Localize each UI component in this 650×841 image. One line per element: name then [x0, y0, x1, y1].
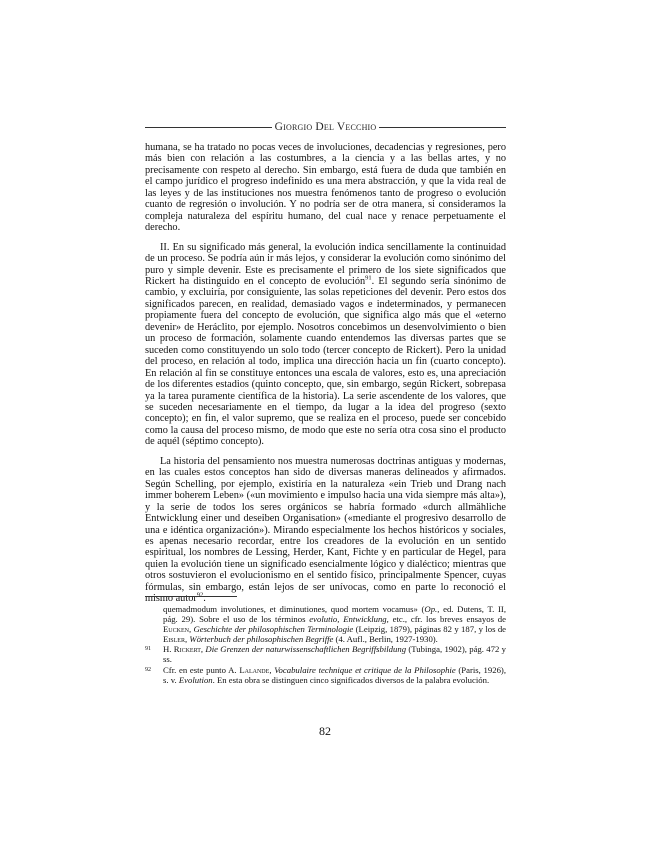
header-rule-right — [379, 127, 506, 128]
paragraph-2-text-after: . El segundo sería sinónimo de cambio, y excluiría, por consiguiente, las solas repeticiones del devenir. Pero estos dos significados parecen, en realidad, demasiado vagos e indeterminados, y permanecen propiamente fuera del concepto de evolución, que significa algo más que el «eterno devenir» de Heráclito, por ejemplo. Nosotros concebimos un desenvolvimiento o bien un proceso de formación, solamente cuando entendemos las diversas partes que se suceden como constituyendo un solo todo (tercer concepto de Rickert). Pero la unidad del proceso, en relación al todo, implica una dirección hacia un fin (cuarto concepto). En relación al fin se constituye entonces una escala de valores, esto es, una apreciación de los diferentes estadios (quinto concepto, que, sin embargo, según Rickert, sobrepasa ya la tarea puramente científica de la historia). La serie ascendente de los valores, que se suceden necesariamente en el tiempo, da lugar a la idea del progreso (sexto concepto); en fin, el valor supremo, que se realiza en el proceso, puede ser concebido como la causa del proceso mismo, de modo que este no sería otra cosa sino el producto de aquél (séptimo concepto). — [145, 275, 507, 448]
footnote-author-name: Rickert — [173, 644, 201, 655]
footnote-text-run: . En esta obra se distinguen cinco significados diversos de la palabra evolución. — [212, 674, 490, 685]
paragraph-3-text: La historia del pensamiento nos muestra numerosas doctrinas antiguas y modernas, en las cuales estos conceptos han sido de diversas maneras delineados y afirmados. Según Schelling, por ejemplo, existiría en la naturaleza «ein Trieb und Drang nach immer boherem Leben» («un movimiento e impulso hacia una vida siempre más alta»), y la serie de todos los seres orgánicos se habría formado «durch allmähliche Entwicklung einer und deseiben Organisation» («mediante el progresivo desarrollo de una e idéntica organización»). Mirando especialmente los hechos históricos y sociales, es apenas necesario recordar, entre los creadores de la evolución en un sentido espiritual, los nombres de Lessing, Herder, Kant, Fichte y en particular de Hegel, para quien la evolución tiene un significado esencialmente lógico y dialéctico; mientras que otros sostuvieron el evolucionismo en el sentido físico, principalmente Spencer, cuyas fórmulas, sin embargo, están lejos de ser unívocas, como en parte lo reconoció el mismo autor — [145, 455, 506, 605]
footnote-ref-91[interactable]: 91 — [365, 274, 372, 282]
footnote-italic-run: Op. — [424, 604, 438, 614]
footnote-text-run: , — [269, 664, 275, 675]
footnote-mark: 91 — [145, 646, 151, 653]
footnote-italic-run: Geschichte der philosophischen Terminologie — [193, 624, 354, 635]
footnote-91 — [145, 644, 506, 664]
page-number: 82 — [319, 724, 331, 738]
footnote-body — [163, 604, 506, 644]
footnote-author-name: Eisler — [163, 634, 185, 645]
paragraph-1-text: humana, se ha tratado no pocas veces de involuciones, decadencias y regresiones, pero más bien con relación a las costumbres, a la ciencia y a las bellas artes, y no precisamente con respeto al derecho. Sin embargo, está fuera de duda que también en el campo jurídico el progreso indefinido es una mera abstracción, y que la vida real de las leyes y de las instituciones nos muestra fenómenos tanto de progreso o evolución cuanto de regresión o involución. Y no podría ser de otra manera, si consideramos la compleja naturaleza del espíritu humano, del cual nace y renace perpetuamente el derecho. — [145, 142, 506, 234]
header-rule-left — [145, 127, 272, 128]
footnote-text-run: (4. Aufl., Berlin, 1927-1930). — [333, 634, 438, 645]
footnote-continued — [145, 604, 506, 644]
paragraph-1 — [145, 142, 506, 234]
footnote-text-run: quemadmodum involutiones, et diminutiones, quod mortem vocamus» ( — [163, 604, 425, 614]
footnote-author-name: Eucken — [163, 624, 189, 635]
paragraph-2-text: II. En su significado más general, la evolución indica sencillamente la continuidad de un proceso. Se podría aún ir más lejos, y considerar la evolución como sinónimo del puro y simple devenir. Este es precisamente el primero de los siete significados que Rickert ha distinguido en el concepto de evolución — [145, 241, 506, 287]
running-header — [145, 120, 506, 134]
paragraph-2 — [145, 242, 506, 448]
footnote-text-run: Cfr. en este punto A. — [163, 664, 240, 675]
footnote-92 — [145, 665, 506, 685]
footnote-italic-run: Die Grenzen der naturwissenschaftlichen Begriffsbildung — [205, 644, 407, 655]
footnote-separator — [145, 596, 237, 597]
footnote-body — [163, 665, 506, 685]
footnote-text-run: , — [200, 644, 206, 655]
paragraph-3-text-after: . — [203, 593, 206, 605]
footnotes — [145, 604, 506, 685]
body-text — [145, 142, 506, 605]
footnote-text-run: (Paris, 1926), s. v. — [163, 664, 507, 685]
footnote-author-name: Lalande — [239, 664, 270, 675]
footnote-text-run: (Tubinga, 1902), pág. 472 y ss. — [163, 644, 507, 665]
footnote-italic-run: Wörterbuch der philosophischen Begriffe — [189, 634, 334, 645]
footnote-italic-run: Vocabulaire technique et critique de la Philosophie — [274, 664, 456, 675]
footnote-text-run: H. — [163, 644, 174, 655]
footnote-text-run: , etc., cfr. los breves ensayos de — [386, 614, 506, 625]
footnote-body — [163, 644, 506, 664]
paragraph-3 — [145, 456, 506, 605]
footnote-mark: 92 — [145, 666, 151, 673]
footnote-text-run: (Leipzig, 1879), páginas 82 y 187, y los de — [353, 624, 507, 635]
footnote-italic-run: Evolution — [178, 674, 213, 685]
running-title: Giorgio Del Vecchio — [274, 121, 377, 133]
footnote-text-run: , — [184, 634, 190, 645]
footnote-text-run: , ed. Dutens, T. II, pág. 29). Sobre el uso de los términos — [163, 604, 506, 625]
footnote-italic-run: evolutio, Entwicklung — [309, 614, 387, 625]
footnote-text-run: , — [188, 624, 194, 635]
footnote-ref-92[interactable]: 92 — [196, 591, 204, 599]
